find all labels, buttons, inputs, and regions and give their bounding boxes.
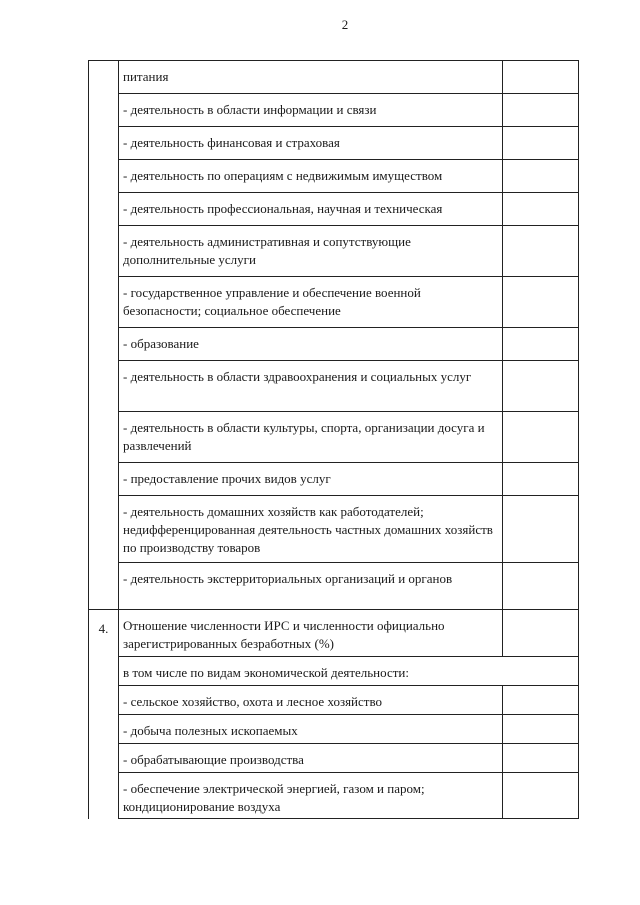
table-row (89, 496, 579, 563)
row-number-cell (89, 496, 119, 563)
row-number-cell (89, 328, 119, 361)
section-subtitle: в том числе по видам экономической деятельности: (119, 657, 579, 686)
row-value-cell (503, 715, 579, 744)
row-label-cell: - образование (119, 328, 503, 361)
row-number-cell (89, 361, 119, 412)
row-number-cell (89, 744, 119, 773)
row-value-cell (503, 361, 579, 412)
row-value-cell (503, 328, 579, 361)
row-label-cell: - деятельность экстерриториальных организаций и органов (119, 563, 503, 610)
table-row (89, 160, 579, 193)
row-number-cell (89, 412, 119, 463)
table-row (89, 277, 579, 328)
row-label-cell: - государственное управление и обеспечение военной безопасности; социальное обеспечение (119, 277, 503, 328)
row-value-cell (503, 94, 579, 127)
row-label-cell: - обеспечение электрической энергией, газом и паром; кондиционирование воздуха (119, 773, 503, 819)
table-row (89, 328, 579, 361)
row-value-cell (503, 412, 579, 463)
table-row (89, 412, 579, 463)
row-number-cell (89, 127, 119, 160)
row-number-cell (89, 715, 119, 744)
row-number-cell (89, 226, 119, 277)
row-label-cell: - предоставление прочих видов услуг (119, 463, 503, 496)
row-number-cell (89, 773, 119, 819)
section-4-header-row (89, 610, 579, 657)
row-value-cell (503, 61, 579, 94)
section-subtitle-row (89, 657, 579, 686)
table-row (89, 744, 579, 773)
row-value-cell (503, 686, 579, 715)
row-value-cell (503, 277, 579, 328)
row-label-cell: - обрабатывающие производства (119, 744, 503, 773)
row-value-cell (503, 563, 579, 610)
section-title: Отношение численности ИРС и численности официально зарегистрированных безработных (%) (119, 610, 503, 657)
table-row (89, 94, 579, 127)
row-number-cell (89, 657, 119, 686)
table-row (89, 715, 579, 744)
table-row (89, 361, 579, 412)
row-value-cell (503, 773, 579, 819)
row-label-cell: - деятельность по операциям с недвижимым имуществом (119, 160, 503, 193)
row-label-cell: - деятельность профессиональная, научная и техническая (119, 193, 503, 226)
row-label-cell: - добыча полезных ископаемых (119, 715, 503, 744)
row-number-cell (89, 160, 119, 193)
table-row (89, 563, 579, 610)
row-label-cell: - деятельность в области здравоохранения и социальных услуг (119, 361, 503, 412)
table-row (89, 463, 579, 496)
row-value-cell (503, 226, 579, 277)
row-value-cell (503, 193, 579, 226)
row-label-cell: - деятельность финансовая и страховая (119, 127, 503, 160)
row-number-cell (89, 193, 119, 226)
page-number: 2 (341, 17, 349, 32)
table-row (89, 773, 579, 819)
row-value-cell (503, 127, 579, 160)
row-value-cell (503, 610, 579, 657)
row-value-cell (503, 496, 579, 563)
row-number-cell (89, 277, 119, 328)
table-row (89, 226, 579, 277)
row-number-cell (89, 686, 119, 715)
table-row (89, 686, 579, 715)
table-row (89, 127, 579, 160)
row-label-cell: - деятельность в области культуры, спорта, организации досуга и развлечений (119, 412, 503, 463)
indicators-table (88, 60, 579, 819)
table-row (89, 193, 579, 226)
row-value-cell (503, 744, 579, 773)
table-row (89, 61, 579, 94)
section-number: 4. (89, 610, 119, 657)
row-number-cell (89, 94, 119, 127)
row-label-cell: - деятельность в области информации и связи (119, 94, 503, 127)
row-label-cell: питания (119, 61, 503, 94)
row-number-cell (89, 463, 119, 496)
row-value-cell (503, 160, 579, 193)
row-label-cell: - деятельность домашних хозяйств как работодателей; недифференцированная деятельность частных домашних хозяйств по производству товаров (119, 496, 503, 563)
row-number-cell (89, 61, 119, 94)
row-value-cell (503, 463, 579, 496)
row-label-cell: - деятельность административная и сопутствующие дополнительные услуги (119, 226, 503, 277)
row-label-cell: - сельское хозяйство, охота и лесное хозяйство (119, 686, 503, 715)
row-number-cell (89, 563, 119, 610)
